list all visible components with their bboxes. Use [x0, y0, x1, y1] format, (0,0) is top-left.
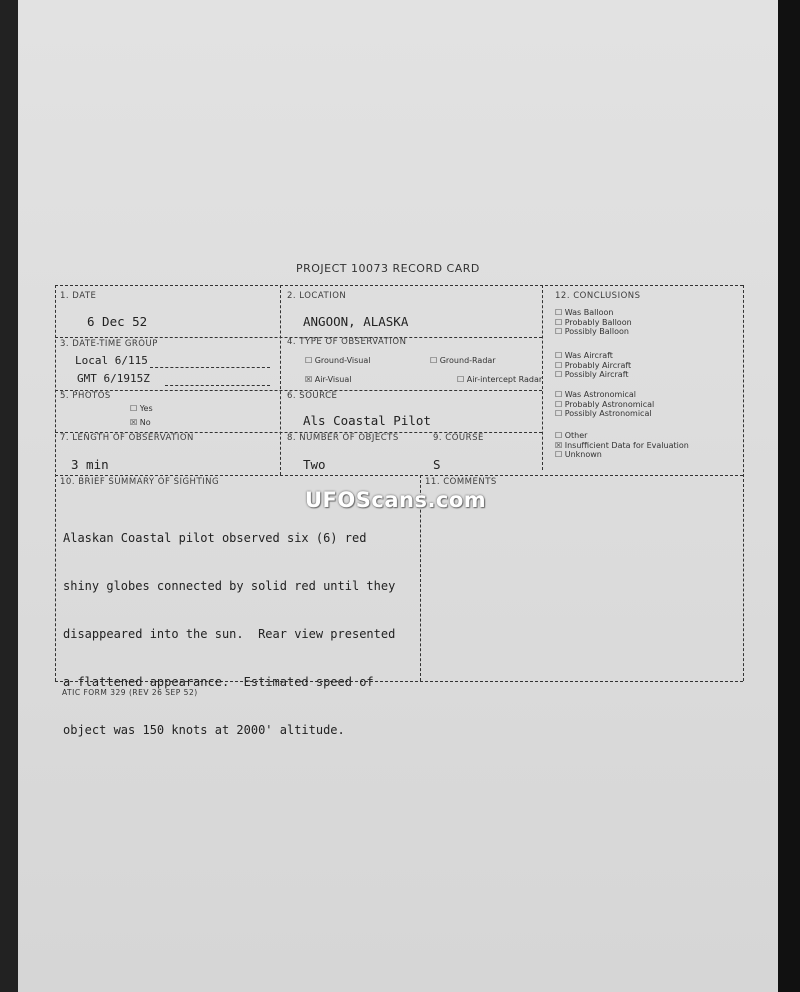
conclusions-group-balloon	[555, 308, 632, 337]
length-label: 7. LENGTH OF OBSERVATION	[60, 433, 194, 443]
location-value: ANGOON, ALASKA	[303, 314, 409, 329]
conclusion-option[interactable]: ☐ Unknown	[555, 450, 602, 459]
source-value: Als Coastal Pilot	[303, 413, 431, 428]
dtg-local: Local 6/115	[75, 354, 148, 367]
source-label: 6. SOURCE	[287, 391, 338, 401]
comments-label: 11. COMMENTS	[425, 477, 497, 487]
type-option-ground-visual[interactable]: ☐ Ground-Visual	[305, 356, 371, 365]
divider-h4	[55, 475, 743, 476]
conclusions-group-astronomical	[555, 390, 654, 419]
type-option-ground-radar[interactable]: ☐ Ground-Radar	[430, 356, 496, 365]
scan-left-edge	[0, 0, 18, 992]
conclusion-option[interactable]: ☐ Other	[555, 431, 588, 440]
conclusion-option[interactable]: ☐ Possibly Balloon	[555, 327, 629, 336]
objects-value: Two	[303, 457, 326, 472]
conclusion-option[interactable]: ☐ Was Balloon	[555, 308, 614, 317]
type-option-air-visual[interactable]: ☒ Air-Visual	[305, 375, 352, 384]
objects-label: 8. NUMBER OF OBJECTS	[287, 433, 399, 443]
conclusions-group-aircraft	[555, 351, 631, 380]
conclusion-option[interactable]: ☐ Possibly Aircraft	[555, 370, 629, 379]
form-number: ATIC FORM 329 (REV 26 SEP 52)	[62, 688, 198, 697]
conclusion-option-checked[interactable]: ☒ Insufficient Data for Evaluation	[555, 440, 689, 450]
conclusion-option[interactable]: ☐ Possibly Astronomical	[555, 409, 652, 418]
summary-line: a flattened appearance. Estimated speed of	[63, 675, 374, 689]
card-title: PROJECT 10073 RECORD CARD	[296, 262, 480, 275]
photos-option-no[interactable]: ☒ No	[130, 418, 151, 427]
date-value: 6 Dec 52	[87, 314, 148, 329]
course-label: 9. COURSE	[433, 433, 484, 443]
date-label: 1. DATE	[60, 291, 97, 301]
conclusion-option[interactable]: ☐ Was Astronomical	[555, 390, 637, 399]
conclusions-group-other	[555, 431, 689, 460]
watermark: UFOScans.com	[305, 488, 487, 512]
photos-label: 5. PHOTOS	[60, 391, 111, 401]
course-value: S	[433, 457, 441, 472]
dtg-gmt: GMT 6/1915Z	[77, 372, 150, 385]
dtg-local-line	[150, 367, 270, 368]
conclusions-label: 12. CONCLUSIONS	[555, 291, 641, 301]
card-top-border	[55, 285, 743, 286]
divider-v1	[280, 285, 281, 475]
photos-option-yes[interactable]: ☐ Yes	[130, 404, 153, 413]
conclusion-option[interactable]: ☐ Probably Balloon	[555, 317, 632, 327]
length-value: 3 min	[71, 457, 109, 472]
type-option-air-intercept-radar[interactable]: ☐ Air-intercept Radar	[457, 375, 543, 384]
dtg-gmt-line	[165, 385, 270, 386]
summary-text	[63, 498, 395, 770]
dtg-label: 3. DATE-TIME GROUP	[60, 339, 158, 349]
scan-right-edge	[778, 0, 800, 992]
location-label: 2. LOCATION	[287, 291, 347, 301]
summary-line: shiny globes connected by solid red until they	[63, 579, 396, 593]
summary-line: disappeared into the sun. Rear view presented	[63, 627, 396, 641]
conclusion-option[interactable]: ☐ Was Aircraft	[555, 351, 613, 360]
card-right-border	[743, 285, 744, 681]
conclusion-option[interactable]: ☐ Probably Astronomical	[555, 399, 655, 409]
conclusion-option[interactable]: ☐ Probably Aircraft	[555, 360, 632, 370]
type-label: 4. TYPE OF OBSERVATION	[287, 337, 407, 347]
card-left-border	[55, 285, 56, 681]
summary-label: 10. BRIEF SUMMARY OF SIGHTING	[60, 477, 220, 487]
summary-line: object was 150 knots at 2000' altitude.	[63, 723, 345, 737]
summary-line: Alaskan Coastal pilot observed six (6) red	[63, 531, 367, 545]
